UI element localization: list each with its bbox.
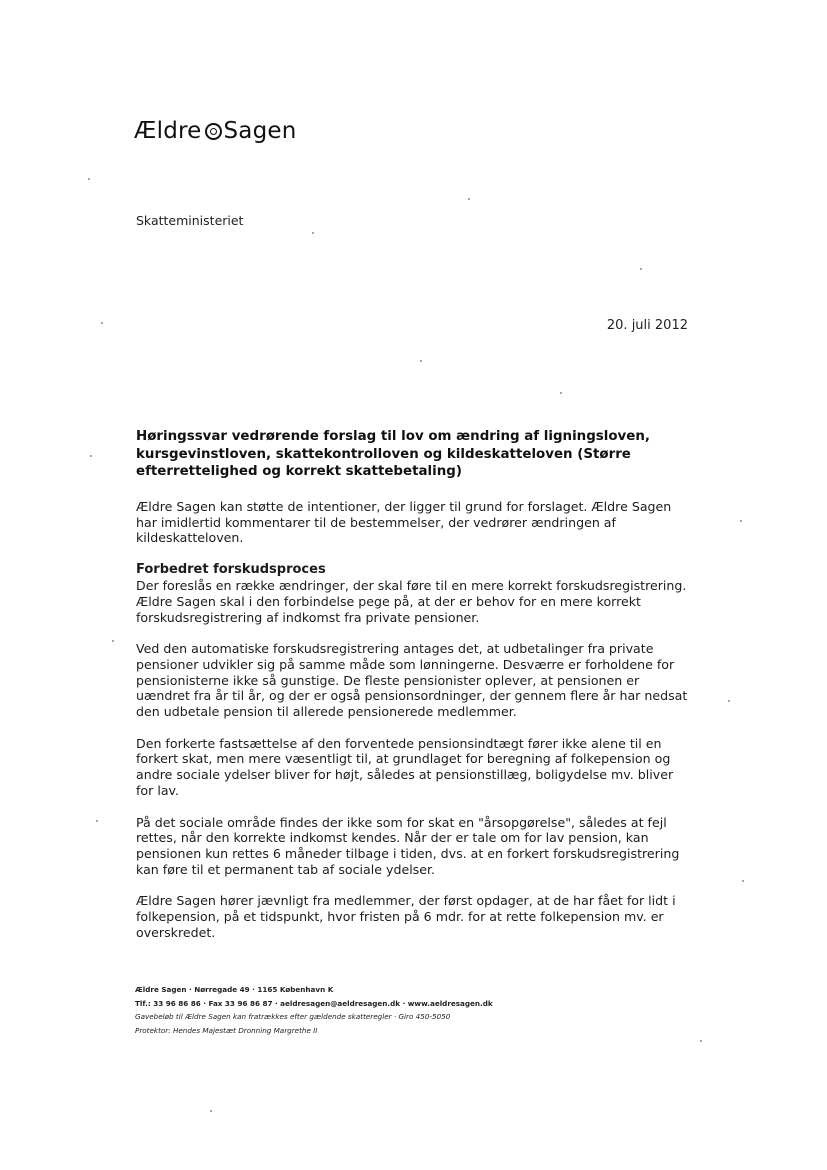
paragraph-4: På det sociale område findes der ikke som for skat en "årsopgørelse", således at fejl rettes, når den korrekte indkomst kendes. Når der er tale om for lav pension, kan pensionen kun rettes 6 måneder tilbage i tiden, dvs. at en forkert forskudsregistrering kan føre til et permanent tab af sociale ydelser. xyxy=(136,814,680,877)
intro-paragraph: Ældre Sagen kan støtte de intentioner, der ligger til grund for forslaget. Ældre Sagen har imidlertid kommentarer til de bestemmelser, der vedrører ændringen af kildeskatteloven. xyxy=(136,499,672,546)
scan-speck xyxy=(112,640,114,642)
letter-subject: Høringssvar vedrørende forslag til lov om ændring af ligningsloven, kursgevinstloven, skattekontrolloven og kildeskatteloven (Større efterrettelighed og korrekt skattebetaling) xyxy=(136,429,650,479)
paragraph-2: Ved den automatiske forskudsregistrering antages det, at udbetalinger fra private pensioner udvikler sig på samme måde som lønningerne. Desværre er forholdene for pensionisterne ikke så gunstige. De fleste pensionister oplever, at pensionen er uændret fra år til år, og der er også pensionsordninger, der gennem flere år har nedsat den udbetale pension til allerede pensionerede medlemmer. xyxy=(136,641,688,720)
section-heading: Forbedret forskudsproces xyxy=(136,562,326,578)
scan-speck xyxy=(96,820,98,822)
scan-speck xyxy=(101,322,103,324)
footer-protector: Protektor: Hendes Majestæt Dronning Margrethe II xyxy=(135,1025,318,1035)
scan-speck xyxy=(90,455,92,457)
letter-body xyxy=(136,499,691,956)
scan-speck xyxy=(88,178,90,180)
letter-footer xyxy=(135,983,555,1037)
paragraph-5: Ældre Sagen hører jævnligt fra medlemmer, der først opdager, at de har fået for lidt i folkepension, på et tidspunkt, hvor fristen på 6 mdr. for at rette folkepension mv. er overskredet. xyxy=(136,893,676,940)
scan-speck xyxy=(742,880,744,882)
scan-speck xyxy=(740,520,742,522)
scan-speck xyxy=(312,232,314,234)
scan-speck xyxy=(210,1110,212,1112)
paragraph-3: Den forkerte fastsættelse af den forventede pensionsindtægt fører ikke alene til en forkert skat, men mere væsentligt til, at grundlaget for beregning af folkepension og andre sociale ydelser bliver for højt, således at pensionstillæg, boligydelse mv. bliver for lav. xyxy=(136,735,674,798)
scan-speck xyxy=(700,1040,702,1042)
organization-logo xyxy=(134,118,297,144)
scan-speck xyxy=(728,700,730,702)
scan-speck xyxy=(468,198,470,200)
scan-speck xyxy=(420,360,422,362)
footer-contact: Tlf.: 33 96 86 86 · Fax 33 96 86 87 · aeldresagen@aeldresagen.dk · www.aeldresagen.dk xyxy=(135,998,493,1008)
letter-date: 20. juli 2012 xyxy=(606,318,688,333)
logo-text-right: Sagen xyxy=(223,118,297,144)
logo-text-left: Ældre xyxy=(134,118,202,144)
logo-emblem-icon xyxy=(205,123,222,140)
scan-speck xyxy=(640,268,642,270)
scan-speck xyxy=(560,392,562,394)
footer-address: Ældre Sagen · Nørregade 49 · 1165 København K xyxy=(135,985,334,994)
paragraph-1: Der foreslås en række ændringer, der skal føre til en mere korrekt forskudsregistrering. Ældre Sagen skal i den forbindelse pege på, at der er behov for en mere korrekt forskudsregistrering af indkomst fra private pensioner. xyxy=(136,578,687,625)
recipient-name: Skatteministeriet xyxy=(136,213,244,228)
footer-donation: Gavebeløb til Ældre Sagen kan fratrækkes efter gældende skatteregler · Giro 450-5050 xyxy=(135,1012,451,1021)
